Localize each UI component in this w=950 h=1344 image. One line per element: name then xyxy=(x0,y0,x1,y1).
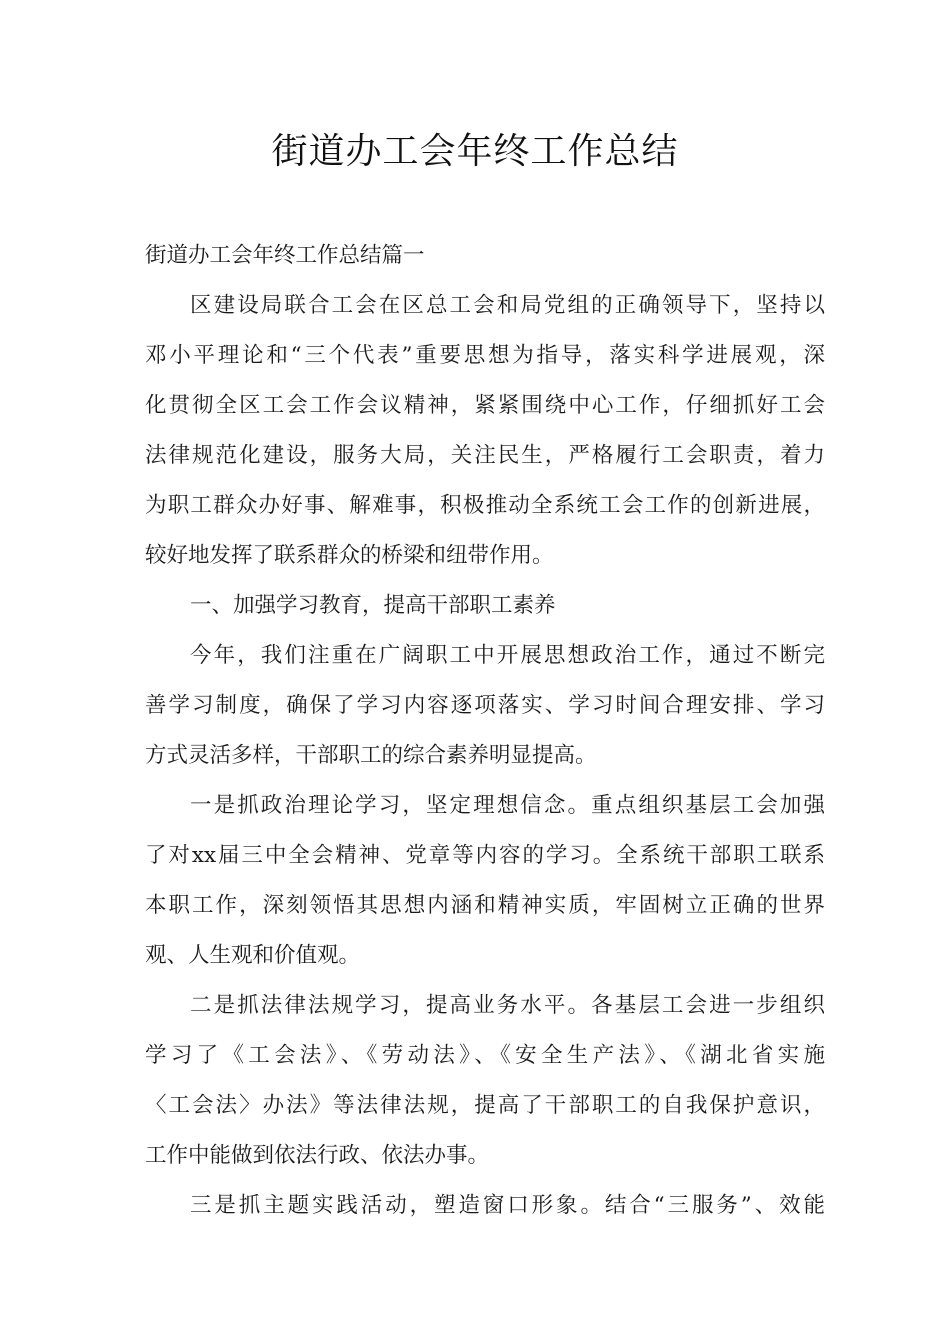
text-line: 〈工会法〉办法》等法律法规，提高了干部职工的自我保护意识， xyxy=(145,1093,825,1118)
text-line: 观、人生观和价值观。 xyxy=(145,943,361,968)
text-line: 区建设局联合工会在区总工会和局党组的正确领导下，坚持以 xyxy=(190,293,825,318)
text-line: 学习了《工会法》、《劳动法》、《安全生产法》、《湖北省实施 xyxy=(145,1043,825,1068)
text-line: 方式灵活多样，干部职工的综合素养明显提高。 xyxy=(145,743,597,768)
text-line: 一、加强学习教育，提高干部职工素养 xyxy=(190,593,556,618)
text-line: 法律规范化建设，服务大局，关注民生，严格履行工会职责，着力 xyxy=(145,443,825,468)
document-body xyxy=(145,231,825,1231)
page-title: 街道办工会年终工作总结 xyxy=(271,131,679,172)
text-line: 街道办工会年终工作总结篇一 xyxy=(145,243,425,268)
text-line: 今年，我们注重在广阔职工中开展思想政治工作，通过不断完 xyxy=(190,643,825,668)
text-line: 邓小平理论和“三个代表”重要思想为指导，落实科学进展观，深 xyxy=(145,343,825,368)
text-line: 了对xx届三中全会精神、党章等内容的学习。全系统干部职工联系 xyxy=(145,843,825,868)
text-line: 较好地发挥了联系群众的桥梁和纽带作用。 xyxy=(145,543,554,568)
text-line: 三是抓主题实践活动，塑造窗口形象。结合“三服务”、效能 xyxy=(190,1193,825,1218)
text-line: 二是抓法律法规学习，提高业务水平。各基层工会进一步组织 xyxy=(190,993,825,1018)
text-line: 一是抓政治理论学习，坚定理想信念。重点组织基层工会加强 xyxy=(190,793,825,818)
text-line: 化贯彻全区工会工作会议精神，紧紧围绕中心工作，仔细抓好工会 xyxy=(145,393,825,418)
text-line: 善学习制度，确保了学习内容逐项落实、学习时间合理安排、学习 xyxy=(145,693,825,718)
text-line: 工作中能做到依法行政、依法办事。 xyxy=(145,1143,490,1168)
text-line: 本职工作，深刻领悟其思想内涵和精神实质，牢固树立正确的世界 xyxy=(145,893,825,918)
text-line: 为职工群众办好事、解难事，积极推动全系统工会工作的创新进展， xyxy=(145,493,825,518)
